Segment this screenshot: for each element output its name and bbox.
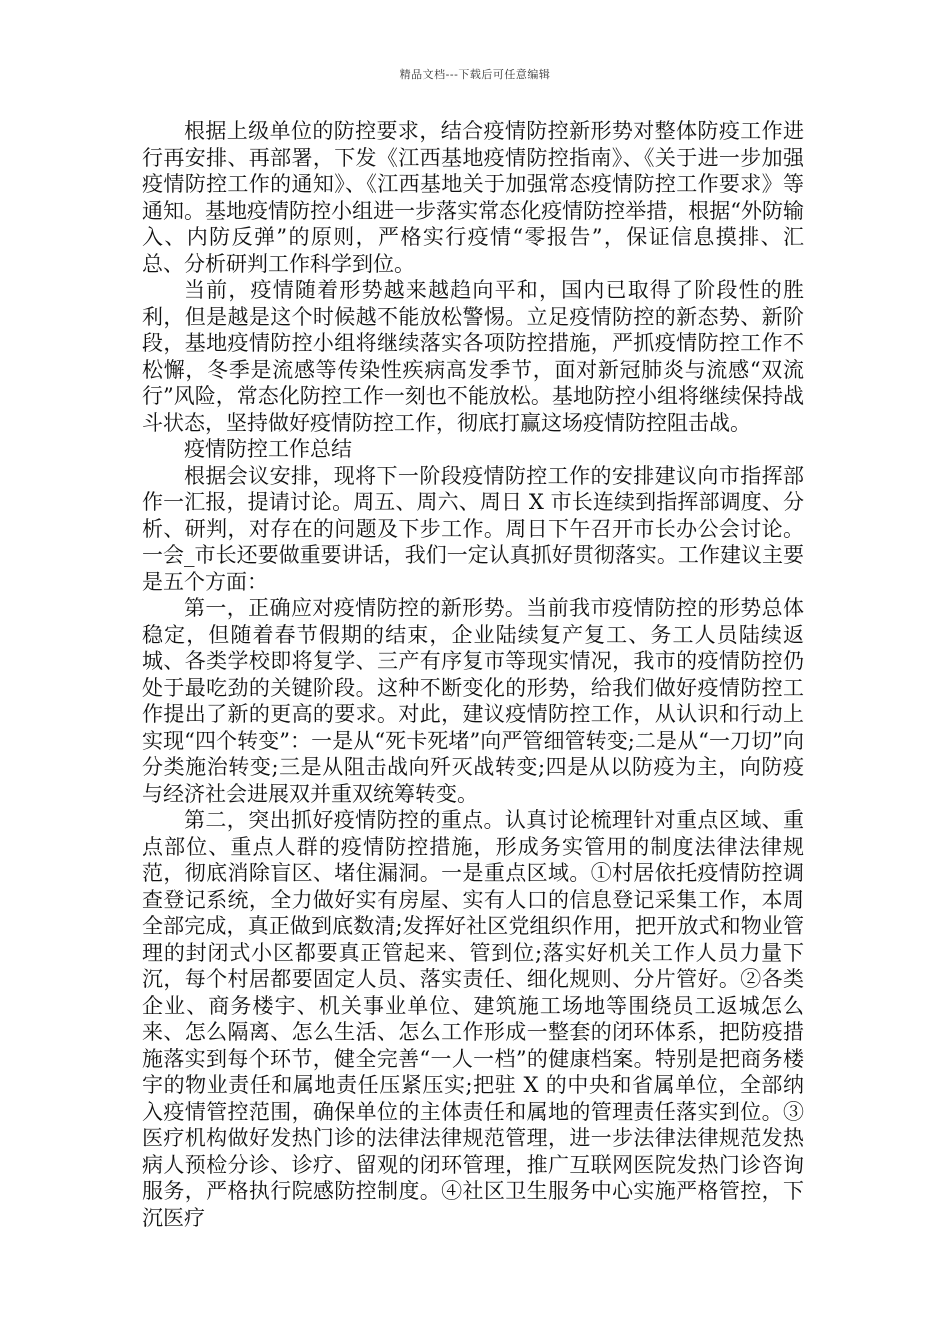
paragraph-5: 第二，突出抓好疫情防控的重点。认真讨论梳理针对重点区域、重点部位、重点人群的疫情防控措施，形成务实管用的制度法律法律规范，彻底消除盲区、堵住漏洞。一是重点区域。①村居依托疫情防控调查登记系统，全力做好实有房屋、实有人口的信息登记采集工作，本周全部完成，真正做到底数清;发挥好社区党组织作用，把开放式和物业管理的封闭式小区都要真正管起来、管到位;落实好机关工作人员力量下沉，每个村居都要固定人员、落实责任、细化规则、分片管好。②各类企业、商务楼宇、机关事业单位、建筑施工场地等围绕员工返城怎么来、怎么隔离、怎么生活、怎么工作形成一整套的闭环体系，把防疫措施落实到每个环节，健全完善“一人一档”的健康档案。特别是把商务楼宇的物业责任和属地责任压紧压实;把驻 X 的中央和省属单位，全部纳入疫情管控范围，确保单位的主体责任和属地的管理责任落实到位。③医疗机构做好发热门诊的法律法律规范管理，进一步法律法律规范发热病人预检分诊、诊疗、留观的闭环管理，推广互联网医院发热门诊咨询服务，严格执行院感防控制度。④社区卫生服务中心实施严格管控，下沉医疗 xyxy=(142,808,804,1230)
document-body xyxy=(142,118,804,1231)
paragraph-4: 第一，正确应对疫情防控的新形势。当前我市疫情防控的形势总体稳定，但随着春节假期的结束，企业陆续复产复工、务工人员陆续返城、各类学校即将复学、三产有序复市等现实情况，我市的疫情防控仍处于最吃劲的关键阶段。这种不断变化的形势，给我们做好疫情防控工作提出了新的更高的要求。对此，建议疫情防控工作，从认识和行动上实现“四个转变”：一是从“死卡死堵”向严管细管转变;二是从“一刀切”向分类施治转变;三是从阻击战向歼灭战转变;四是从以防疫为主，向防疫与经济社会进展双并重双统筹转变。 xyxy=(142,596,804,806)
section-title: 疫情防控工作总结 xyxy=(184,437,352,461)
paragraph-2: 当前，疫情随着形势越来越趋向平和，国内已取得了阶段性的胜利，但是越是这个时候越不能放松警惕。立足疫情防控的新态势、新阶段，基地疫情防控小组将继续落实各项防控措施，严抓疫情防控工作不松懈，冬季是流感等传染性疾病高发季节，面对新冠肺炎与流感“双流行”风险，常态化防控工作一刻也不能放松。基地防控小组将继续保持战斗状态，坚持做好疫情防控工作，彻底打赢这场疫情防控阻击战。 xyxy=(142,278,804,435)
paragraph-1: 根据上级单位的防控要求，结合疫情防控新形势对整体防疫工作进行再安排、再部署，下发《江西基地疫情防控指南》、《关于进一步加强疫情防控工作的通知》、《江西基地关于加强常态疫情防控工作要求》等通知。基地疫情防控小组进一步落实常态化疫情防控举措，根据“外防输入、内防反弹”的原则，严格实行疫情“零报告”，保证信息摸排、汇总、分析研判工作科学到位。 xyxy=(142,119,804,276)
page-header: 精品文档---下载后可任意编辑 xyxy=(399,68,551,81)
paragraph-3: 根据会议安排，现将下一阶段疫情防控工作的安排建议向市指挥部作一汇报，提请讨论。周五、周六、周日 X 市长连续到指挥部调度、分析、研判，对存在的问题及下步工作。周日下午召开市长办公会讨论。一会_市长还要做重要讲话，我们一定认真抓好贯彻落实。工作建议主要是五个方面： xyxy=(142,463,804,594)
